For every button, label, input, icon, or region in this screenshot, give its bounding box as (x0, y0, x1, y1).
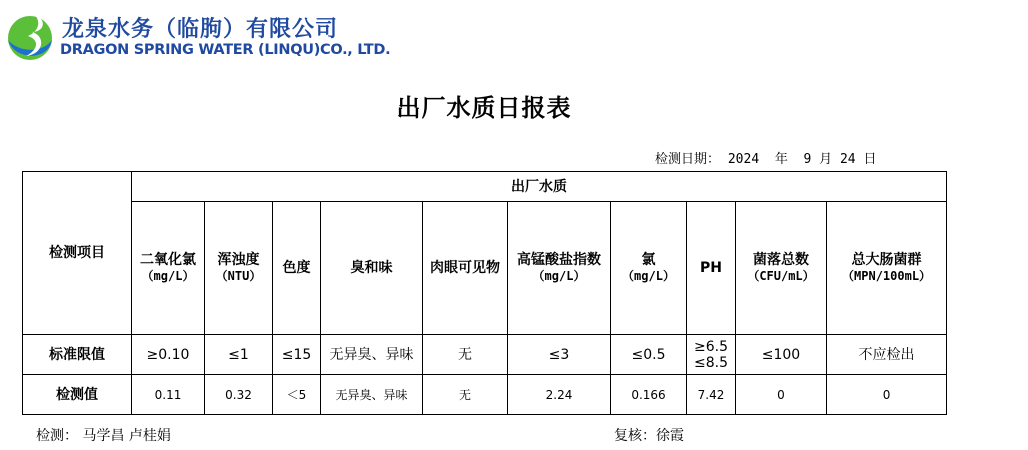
column-unit: （mg/L） (141, 269, 195, 283)
company-logo-icon (4, 10, 60, 62)
water-quality-table (22, 171, 947, 415)
standard-value: ≤1 (205, 335, 273, 375)
column-unit: （mg/L） (532, 269, 586, 283)
standard-value: ≥6.5 ≤8.5 (687, 335, 736, 375)
inspector-signature: 检测： 马学昌 卢桂娟 (36, 428, 171, 444)
measured-value: 0.11 (132, 375, 205, 415)
column-header (611, 202, 687, 335)
column-unit: （NTU） (215, 269, 262, 283)
group-header: 出厂水质 (132, 172, 947, 202)
column-name: 氯 (641, 252, 656, 268)
standard-value: 无 (423, 335, 508, 375)
company-name-cn: 龙泉水务（临朐）有限公司 (62, 16, 339, 42)
measured-value: 无异臭、异味 (321, 375, 423, 415)
column-name: 肉眼可见物 (430, 260, 500, 276)
column-name: 菌落总数 (753, 252, 809, 268)
measured-label: 检测值 (23, 375, 132, 415)
column-header (508, 202, 611, 335)
column-header (736, 202, 827, 335)
date-day-unit: 日 (863, 152, 877, 167)
standard-value: ≤100 (736, 335, 827, 375)
column-name: PH (700, 260, 722, 276)
column-name: 二氧化氯 (140, 252, 196, 268)
column-name: 高锰酸盐指数 (517, 252, 601, 268)
standard-value: ≤15 (273, 335, 321, 375)
column-header (273, 202, 321, 335)
measured-value: 0.166 (611, 375, 687, 415)
measured-value: 0 (827, 375, 947, 415)
date-label: 检测日期： (655, 152, 721, 167)
measured-value: 2.24 (508, 375, 611, 415)
report-title: 出厂水质日报表 (396, 93, 572, 122)
standard-value: ≤3 (508, 335, 611, 375)
column-header (687, 202, 736, 335)
column-unit: （CFU/mL） (747, 269, 815, 283)
measured-value: 7.42 (687, 375, 736, 415)
standard-value: ≥0.10 (132, 335, 205, 375)
inspection-date (655, 148, 876, 167)
measured-value: 无 (423, 375, 508, 415)
column-header (827, 202, 947, 335)
company-name-en: DRAGON SPRING WATER (LINQU)CO., LTD. (60, 42, 391, 58)
column-name: 臭和味 (350, 260, 393, 276)
date-day: 24 (839, 152, 856, 167)
date-year-unit: 年 (774, 152, 788, 167)
column-header (423, 202, 508, 335)
standard-value: 无异臭、异味 (321, 335, 423, 375)
column-unit: （MPN/100mL） (842, 269, 932, 283)
column-header (205, 202, 273, 335)
column-name: 浑浊度 (217, 252, 260, 268)
reviewer-signature: 复核：徐霞 (614, 428, 684, 444)
standard-value: ≤0.5 (611, 335, 687, 375)
standard-value: 不应检出 (827, 335, 947, 375)
column-name: 总大肠菌群 (851, 252, 922, 268)
item-header: 检测项目 (23, 172, 132, 335)
measured-value: 0 (736, 375, 827, 415)
date-month: 9 (803, 152, 812, 167)
date-month-unit: 月 (819, 152, 833, 167)
date-year: 2024 (727, 152, 760, 167)
standard-label: 标准限值 (23, 335, 132, 375)
column-unit: （mg/L） (622, 269, 675, 283)
column-header (321, 202, 423, 335)
column-name: 色度 (282, 260, 311, 276)
column-header (132, 202, 205, 335)
measured-value: 0.32 (205, 375, 273, 415)
measured-value: ＜5 (273, 375, 321, 415)
